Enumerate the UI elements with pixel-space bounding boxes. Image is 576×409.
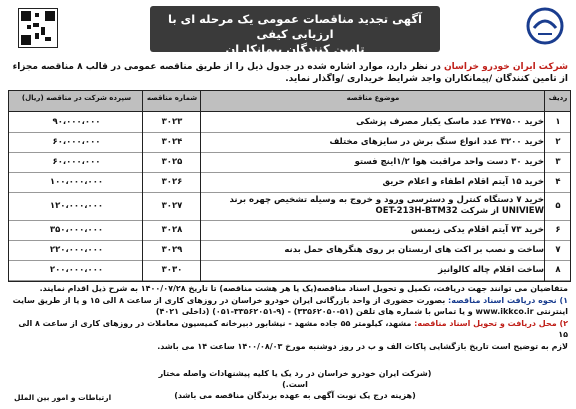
row-title: خرید ۱۵ آیتم اقلام اطفاء و اعلام حریق xyxy=(382,177,544,187)
row-deposit-amount: ۲۲۰،۰۰۰،۰۰۰ xyxy=(49,245,104,255)
row-deposit-amount: ۱۲۰،۰۰۰،۰۰۰ xyxy=(49,201,104,211)
row-title: خرید ۳۰ دست واحد مراقبت هوا ۱/۲اینچ فستو xyxy=(354,157,544,167)
row-number: ۵ xyxy=(555,201,561,211)
row-number: ۸ xyxy=(555,265,561,275)
notice-footer xyxy=(150,368,440,398)
row-number: ۱ xyxy=(555,117,561,127)
company-name: شرکت ایران خودرو خراسان xyxy=(443,62,568,72)
header-deposit-amount: سپرده شرکت در مناقصه (ریال) xyxy=(21,94,132,102)
header-tender-title: موضوع مناقصه xyxy=(346,94,400,102)
notes-line5: لازم به توضیح است تاریخ بازگشایی پاکات الف و ب در روز دوشنبه مورخ ۱۴۰۰/۰۸/۰۳ ساعت ۱۴ می باشد. xyxy=(157,341,568,351)
intro-text: در نظر دارد، موارد اشاره شده در جدول ذیل را از طریق مناقصه عمومی در قالب ۸ مناقصه مجزاء xyxy=(12,62,444,72)
notes-label-1: ۱) نحوه دریافت اسناد مناقصه: xyxy=(448,295,568,305)
row-tender-number: ۳۰۲۹ xyxy=(161,245,183,255)
row-tender-number: ۳۰۲۴ xyxy=(161,137,183,147)
header-tender-number: شماره مناقصه xyxy=(146,94,198,102)
table-row xyxy=(9,220,570,241)
table-row xyxy=(9,192,570,221)
row-tender-number: ۳۰۲۶ xyxy=(161,177,183,187)
row-tender-number: ۳۰۲۸ xyxy=(161,225,183,235)
notes-line4: مشهد، کیلومتر ۵۵ جاده مشهد - نیشابور دبیرخانه کمیسیون معاملات در روزهای کاری از ساعت ۸ الی ۱۵ xyxy=(18,318,568,339)
row-title: ساخت اقلام چاله کالوانیز xyxy=(438,265,544,275)
notice-intro xyxy=(8,61,568,85)
table-row xyxy=(9,112,570,133)
notes-line1: متقاضیان می توانند جهت دریافت، تکمیل و تحویل اسناد مناقصه(یک یا هر هشت مناقصه) تا تاریخ ۱۴۰۰/۰۷/۲۸ به شرح ذیل اقدام نمایند. xyxy=(39,284,568,293)
table-row xyxy=(9,152,570,173)
row-deposit-amount: ۶۰،۰۰۰،۰۰۰ xyxy=(52,157,101,167)
footer-line2: (هزینه درج یک نوبت آگهی به عهده برندگان مناقصه می باشد) xyxy=(174,391,416,400)
row-title: خرید ۲۴۷۵۰۰ عدد ماسک یکبار مصرف پزشکی xyxy=(356,117,544,127)
notes-line2: بصورت حضوری از واحد بازرگانی ایران خودرو خراسان در روزهای کاری از ساعت ۸ الی ۱۵ و یا از طریق سایت xyxy=(12,295,448,305)
row-deposit-amount: ۲۰۰،۰۰۰،۰۰۰ xyxy=(49,265,104,275)
company-logo-icon xyxy=(522,6,568,52)
table-header-row xyxy=(9,91,570,112)
row-number: ۳ xyxy=(555,157,561,167)
row-tender-number: ۳۰۲۵ xyxy=(161,157,183,167)
row-number: ۴ xyxy=(555,177,561,187)
row-number: ۲ xyxy=(555,137,561,147)
notice-header xyxy=(0,0,576,62)
table-row xyxy=(9,240,570,261)
row-title: خرید ۷۳ آیتم اقلام یدکی زیمنس xyxy=(410,225,544,235)
row-title: خرید ۷ دستگاه کنترل و دسترسی ورود و خروج به وسیله تشخیص چهره برند UNIVIEW از شرکت OET-213H-BTM32 xyxy=(229,195,544,216)
row-title: خرید ۳۲۰۰ عدد انواع سنگ برش در سایزهای مختلف xyxy=(329,137,544,147)
intro-text-line2: از تامین کنندگان /پیمانکاران واجد شرایط خریداری /واگذار نماید. xyxy=(285,74,568,84)
row-number: ۶ xyxy=(555,225,561,235)
table-row xyxy=(9,260,570,281)
notice-title-box xyxy=(150,6,440,56)
notice-notes xyxy=(8,283,568,352)
header-row-number: ردیف xyxy=(548,94,568,102)
row-number: ۷ xyxy=(555,245,561,255)
row-title: ساخت و نصب بر اکت های اربستان بر روی هنگرهای حمل بدنه xyxy=(284,245,544,255)
qr-code xyxy=(18,8,58,48)
table-row xyxy=(9,172,570,193)
table-row xyxy=(9,132,570,153)
tender-table xyxy=(8,90,571,282)
notes-line3: اینترنتی www.ikkco.ir و یا تماس با شماره های تلفن (۵۱-۳۳۵۶۲۰۵۰) - (۹-۳۳۵۶۲۰۵۱-۰۵۱) (داخلی ۴۰۲۱) xyxy=(155,307,568,316)
row-tender-number: ۳۰۳۰ xyxy=(161,265,183,275)
row-deposit-amount: ۹۰،۰۰۰،۰۰۰ xyxy=(52,117,101,127)
notice-title-line1: آگهی تجدید مناقصات عمومی یک مرحله ای با ارزیابی کیفی xyxy=(168,12,422,41)
notice-title-line2: تامین کنندگان پیمانکاران xyxy=(225,42,365,56)
row-deposit-amount: ۱۰۰،۰۰۰،۰۰۰ xyxy=(49,177,104,187)
signature: ارتباطات و امور بین الملل xyxy=(14,393,112,402)
row-deposit-amount: ۶۰،۰۰۰،۰۰۰ xyxy=(52,137,101,147)
row-tender-number: ۳۰۲۳ xyxy=(161,117,183,127)
column-divider xyxy=(544,91,545,281)
notes-label-2: ۲) محل دریافت و تحویل اسناد مناقصه: xyxy=(414,318,568,328)
column-divider xyxy=(200,91,201,281)
row-tender-number: ۳۰۲۷ xyxy=(161,201,183,211)
row-deposit-amount: ۳۵۰،۰۰۰،۰۰۰ xyxy=(49,225,104,235)
column-divider xyxy=(142,91,143,281)
footer-line1: (شرکت ایران خودرو خراسان در رد یک یا کلیه پیشنهادات واصله مختار است.) xyxy=(158,369,432,389)
